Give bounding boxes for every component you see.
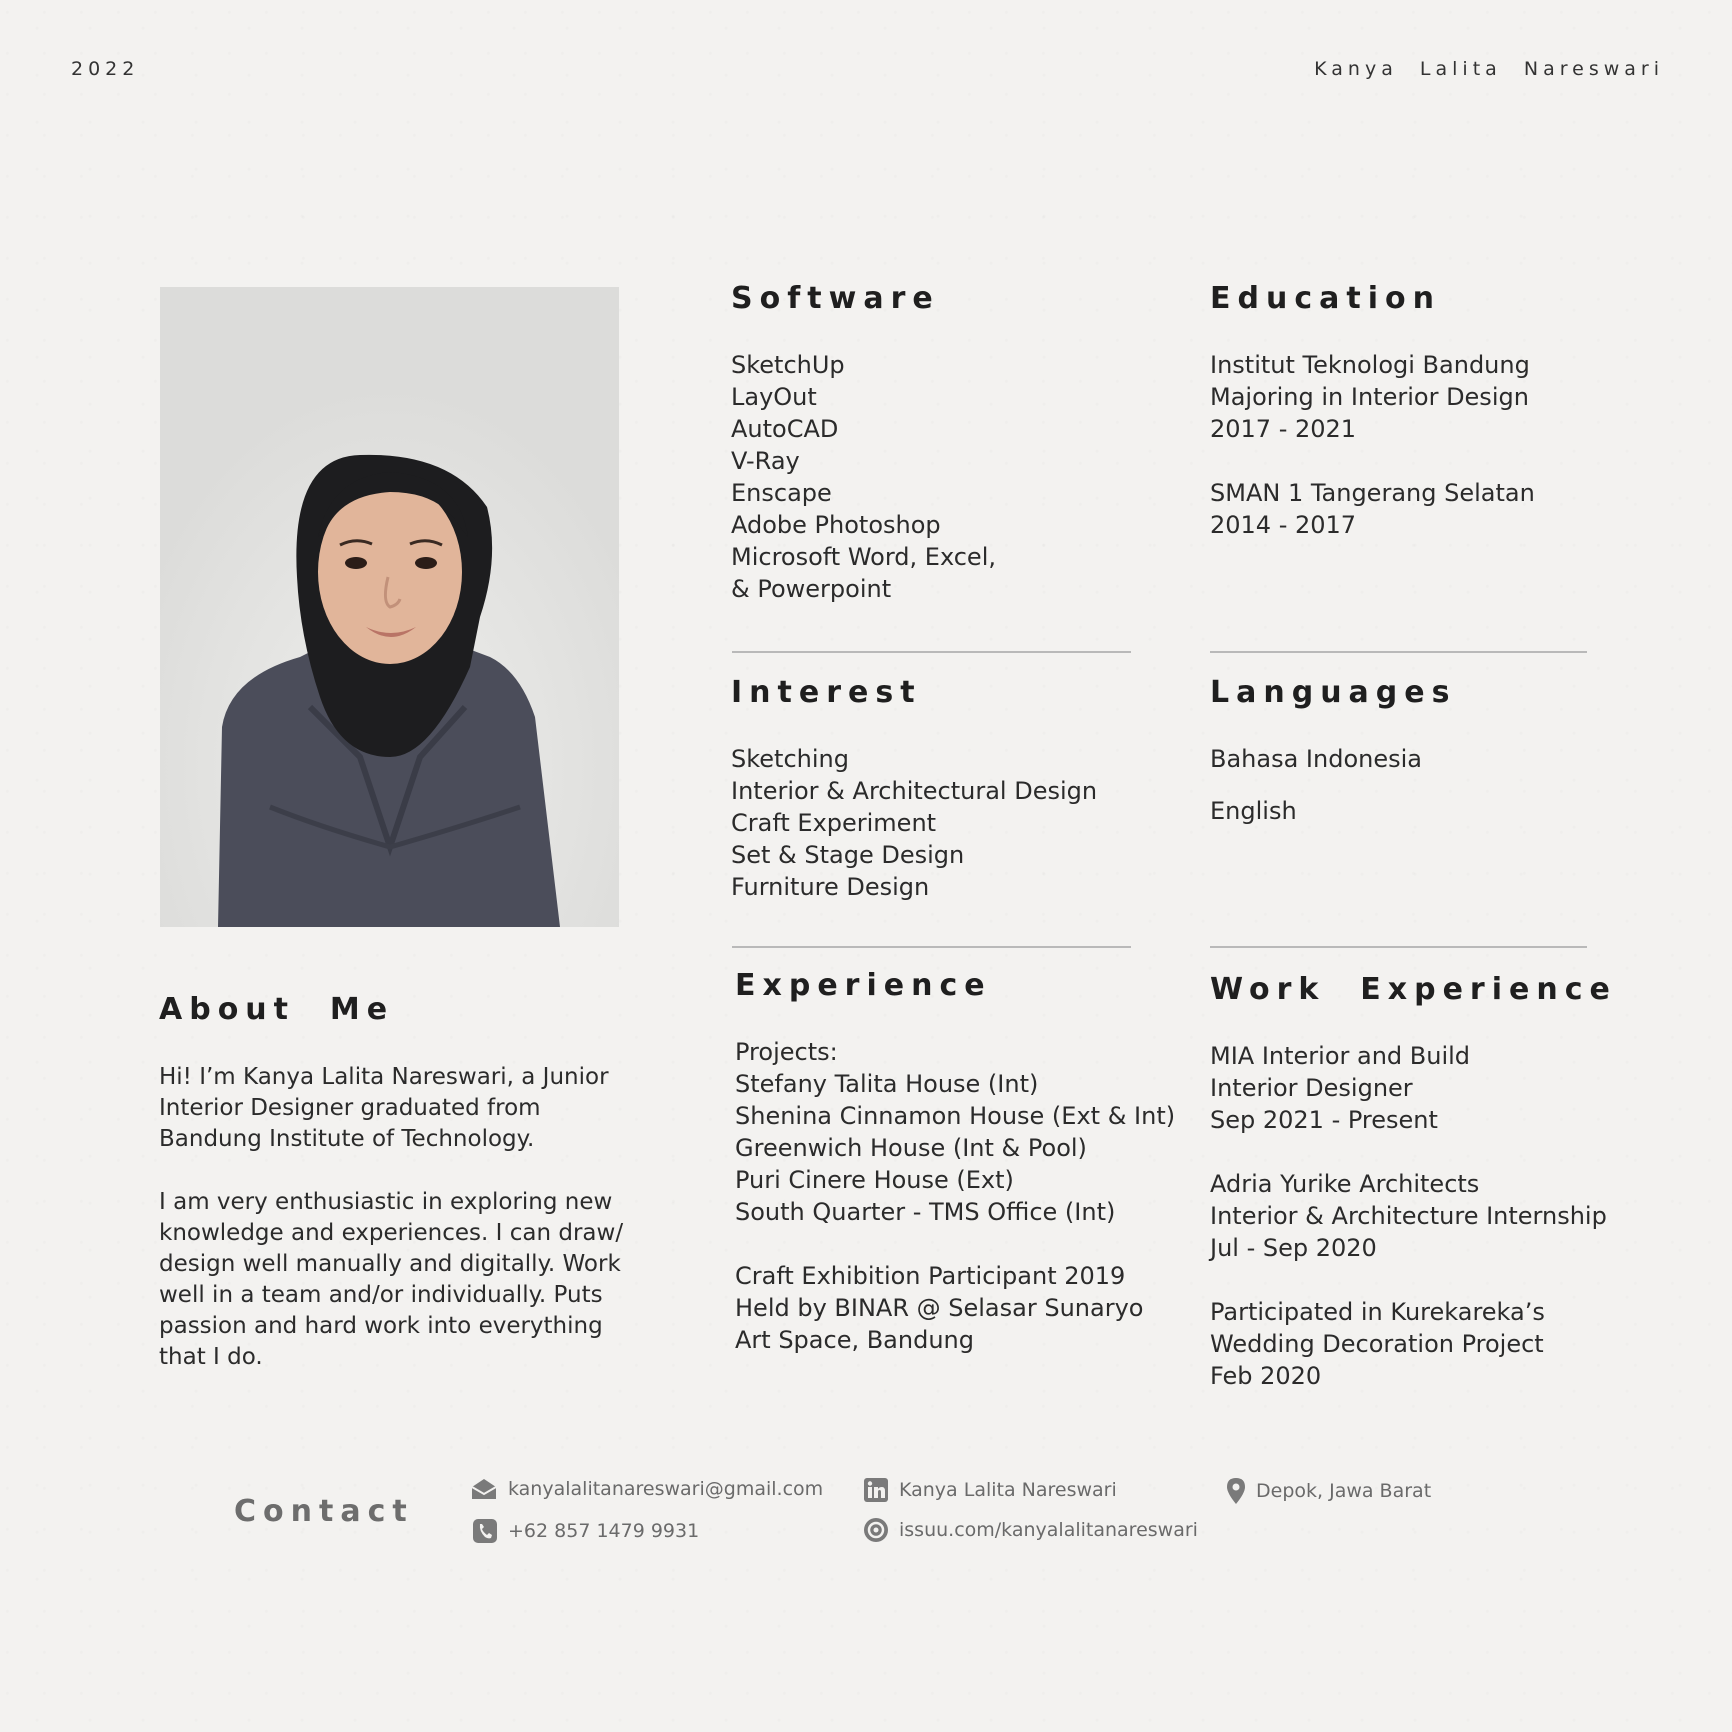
divider (732, 651, 1131, 653)
divider (1210, 651, 1587, 653)
list-item: MIA Interior and Build (1210, 1042, 1471, 1070)
list-item: AutoCAD (731, 415, 839, 443)
header-year: 2022 (71, 58, 140, 80)
languages-list (1210, 743, 1422, 827)
list-item: Wedding Decoration Project (1210, 1330, 1544, 1358)
list-item: Shenina Cinnamon House (Ext & Int) (735, 1102, 1176, 1130)
contact-issuu[interactable] (863, 1517, 1198, 1543)
phone-text: +62 857 1479 9931 (508, 1520, 700, 1542)
list-item: Feb 2020 (1210, 1362, 1322, 1390)
list-item: SMAN 1 Tangerang Selatan (1210, 479, 1535, 507)
list-item: Adobe Photoshop (731, 511, 941, 539)
list-item: Enscape (731, 479, 832, 507)
list-item: Bahasa Indonesia (1210, 745, 1422, 773)
phone-icon (472, 1518, 498, 1544)
contact-location (1226, 1477, 1431, 1505)
email-text: kanyalalitanareswari@gmail.com (508, 1478, 824, 1500)
list-item: Interior & Architectural Design (731, 777, 1098, 805)
list-item: Held by BINAR @ Selasar Sunaryo (735, 1294, 1144, 1322)
about-heading: About Me (159, 992, 395, 1027)
contact-email[interactable] (470, 1477, 823, 1501)
languages-heading: Languages (1210, 675, 1457, 710)
list-item: LayOut (731, 383, 817, 411)
software-list (731, 349, 996, 605)
about-paragraph-2: I am very enthusiastic in exploring new knowledge and experiences. I can draw/ design well manually and digitally. Work well in a team and/or individually. Puts passion and hard work into everything that I do. (159, 1189, 624, 1370)
list-item: V-Ray (731, 447, 800, 475)
linkedin-text: Kanya Lalita Nareswari (899, 1479, 1117, 1501)
list-item: Puri Cinere House (Ext) (735, 1166, 1014, 1194)
list-item: Participated in Kurekareka’s (1210, 1298, 1545, 1326)
list-item: Interior & Architecture Internship (1210, 1202, 1607, 1230)
work-experience-heading: Work Experience (1210, 972, 1617, 1007)
list-item: 2017 - 2021 (1210, 415, 1357, 443)
profile-photo (160, 287, 619, 927)
list-item: English (1210, 797, 1297, 825)
list-item: Stefany Talita House (Int) (735, 1070, 1039, 1098)
list-item: Majoring in Interior Design (1210, 383, 1529, 411)
list-item: Interior Designer (1210, 1074, 1413, 1102)
list-item: SketchUp (731, 351, 845, 379)
header-name: Kanya Lalita Nareswari (1314, 58, 1664, 80)
software-heading: Software (731, 281, 940, 316)
divider (1210, 946, 1587, 948)
list-item: 2014 - 2017 (1210, 511, 1357, 539)
list-item: Sep 2021 - Present (1210, 1106, 1438, 1134)
list-item: Jul - Sep 2020 (1210, 1234, 1377, 1262)
education-list (1210, 349, 1535, 541)
experience-list (735, 1036, 1175, 1356)
interest-list (731, 743, 1097, 903)
list-item: Furniture Design (731, 873, 930, 901)
issuu-text: issuu.com/kanyalalitanareswari (899, 1519, 1198, 1541)
map-pin-icon (1226, 1477, 1246, 1505)
list-item: Craft Exhibition Participant 2019 (735, 1262, 1126, 1290)
contact-heading: Contact (234, 1494, 414, 1529)
contact-linkedin[interactable] (863, 1477, 1117, 1503)
experience-heading: Experience (735, 968, 992, 1003)
list-item: Institut Teknologi Bandung (1210, 351, 1530, 379)
linkedin-icon (863, 1477, 889, 1503)
contact-phone[interactable] (472, 1518, 699, 1544)
list-item: South Quarter - TMS Office (Int) (735, 1198, 1116, 1226)
work-experience-list (1210, 1040, 1607, 1392)
list-item: Projects: (735, 1038, 838, 1066)
location-text: Depok, Jawa Barat (1256, 1480, 1432, 1502)
list-item: Set & Stage Design (731, 841, 965, 869)
list-item: & Powerpoint (731, 575, 892, 603)
list-item: Art Space, Bandung (735, 1326, 974, 1354)
issuu-icon (863, 1517, 889, 1543)
divider (732, 946, 1131, 948)
envelope-icon (470, 1477, 498, 1501)
list-item: Greenwich House (Int & Pool) (735, 1134, 1087, 1162)
interest-heading: Interest (731, 675, 922, 710)
list-item: Adria Yurike Architects (1210, 1170, 1480, 1198)
about-paragraph-1: Hi! I’m Kanya Lalita Nareswari, a Junior Interior Designer graduated from Bandung Institute of Technology. (159, 1064, 609, 1152)
education-heading: Education (1210, 281, 1441, 316)
list-item: Sketching (731, 745, 849, 773)
list-item: Microsoft Word, Excel, (731, 543, 996, 571)
list-item: Craft Experiment (731, 809, 937, 837)
